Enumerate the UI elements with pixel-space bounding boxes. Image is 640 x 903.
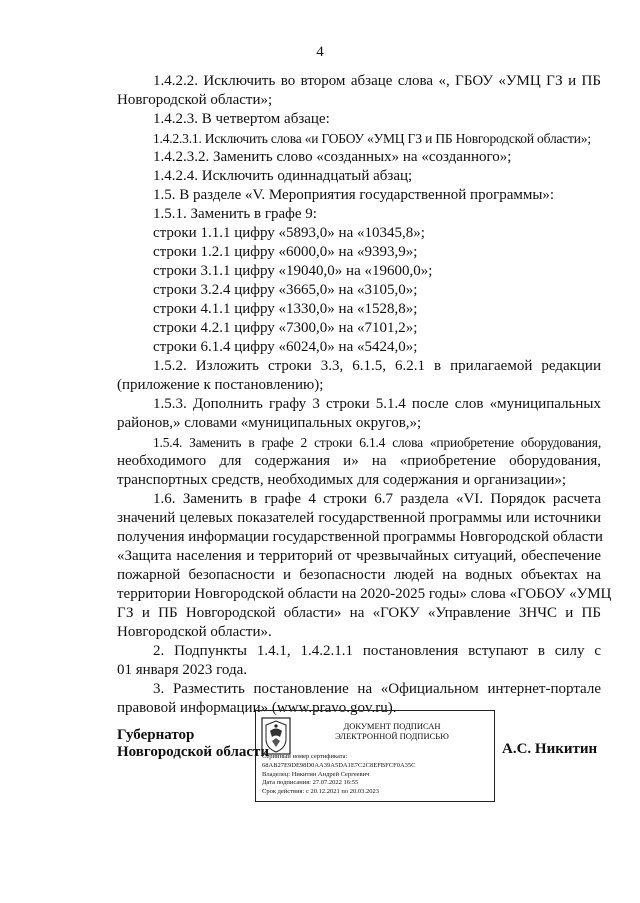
text-line: получения информации государственной программы Новгородской области — [117, 529, 603, 545]
text-line: территории Новгородской области на 2020-2025 годы» слова «ГОБОУ «УМЦ — [117, 586, 612, 602]
text-line: строки 3.1.1 цифру «19040,0» на «19600,0»; — [153, 263, 433, 279]
text-line: правовой информации» (www.pravo.gov.ru). — [117, 700, 397, 716]
text-line: районов,» словами «муниципальных округов,»; — [117, 415, 422, 431]
text-line: 1.5.1. Заменить в графе 9: — [153, 206, 317, 222]
text-line: значений целевых показателей государственной программы или источники — [117, 510, 601, 526]
text-line: 1.4.2.3.2. Заменить слово «созданных» на «созданного»; — [153, 149, 512, 165]
text-line: пожарной безопасности и безопасности людей на водных объектах на — [117, 567, 601, 583]
electronic-signature-stamp — [255, 710, 495, 802]
stamp-title-line: ЭЛЕКТРОННОЙ ПОДПИСЬЮ — [335, 731, 449, 741]
text-line: строки 4.1.1 цифру «1330,0» на «1528,8»; — [153, 301, 418, 317]
text-line: строки 6.1.4 цифру «6024,0» на «5424,0»; — [153, 339, 418, 355]
text-line: 1.5.2. Изложить строки 3.3, 6.1.5, 6.2.1 в прилагаемой редакции — [153, 358, 601, 374]
coat-of-arms-icon — [261, 717, 291, 755]
signatory-region: Новгородской области — [117, 744, 270, 760]
text-line: строки 4.2.1 цифру «7300,0» на «7101,2»; — [153, 320, 418, 336]
text-line: строки 1.2.1 цифру «6000,0» на «9393,9»; — [153, 244, 418, 260]
text-line: Новгородской области». — [117, 624, 272, 640]
text-line: 1.5.4. Заменить в графе 2 строки 6.1.4 слова «приобретение оборудования, — [153, 435, 601, 450]
text-line: Новгородской области»; — [117, 92, 273, 108]
text-line: 1.4.2.4. Исключить одиннадцатый абзац; — [153, 168, 413, 184]
stamp-title — [292, 721, 492, 741]
signatory-title: Губернатор — [117, 727, 195, 743]
signing-date: Дата подписания: 27.07.2022 16:55 — [262, 779, 359, 787]
text-line: (приложение к постановлению); — [117, 377, 324, 393]
text-line: транспортных средств, необходимых для содержания и организации»; — [117, 472, 567, 488]
document-body — [117, 72, 612, 718]
text-line: строки 3.2.4 цифру «3665,0» на «3105,0»; — [153, 282, 418, 298]
text-line: 1.5. В разделе «V. Мероприятия государственной программы»: — [153, 187, 555, 203]
stamp-title-line: ДОКУМЕНТ ПОДПИСАН — [343, 721, 441, 731]
page-number: 4 — [316, 44, 324, 60]
certificate-validity: Срок действия: с 20.12.2021 по 20.03.2023 — [262, 788, 379, 796]
certificate-owner: Владелец: Никитин Андрей Сергеевич — [262, 770, 370, 778]
text-line: 3. Разместить постановление на «Официальном интернет-портале — [153, 681, 601, 697]
certificate-details — [262, 753, 494, 797]
certificate-serial-value: 68AB27E9DE98D0AA39A5DA1E7C2C8EFBFCF0A35C — [262, 761, 416, 769]
text-line: «Защита населения и территорий от чрезвычайных ситуаций, обеспечение — [117, 548, 601, 564]
signatory-position — [117, 727, 269, 761]
text-line: 1.4.2.3. В четвертом абзаце: — [153, 111, 330, 127]
text-line: строки 1.1.1 цифру «5893,0» на «10345,8»; — [153, 225, 425, 241]
text-line: 1.5.3. Дополнить графу 3 строки 5.1.4 после слов «муниципальных — [153, 396, 601, 412]
text-line: 2. Подпункты 1.4.1, 1.4.2.1.1 постановления вступают в силу с — [153, 643, 601, 659]
text-line: 1.4.2.2. Исключить во втором абзаце слова «, ГБОУ «УМЦ ГЗ и ПБ — [153, 73, 601, 89]
text-line: необходимого для содержания и» на «приобретение оборудования, — [117, 453, 601, 469]
text-line: 01 января 2023 года. — [117, 662, 248, 678]
text-line: 1.6. Заменить в графе 4 строки 6.7 раздела «VI. Порядок расчета — [153, 491, 601, 507]
text-line: 1.4.2.3.1. Исключить слова «и ГОБОУ «УМЦ ГЗ и ПБ Новгородской области»; — [153, 131, 591, 146]
signatory-name: А.С. Никитин — [502, 741, 598, 757]
certificate-serial-label: Серийный номер сертификата: — [262, 753, 348, 760]
text-line: ГЗ и ПБ Новгородской области» на «ГОКУ «Управление ЗНЧС и ПБ — [117, 605, 601, 621]
